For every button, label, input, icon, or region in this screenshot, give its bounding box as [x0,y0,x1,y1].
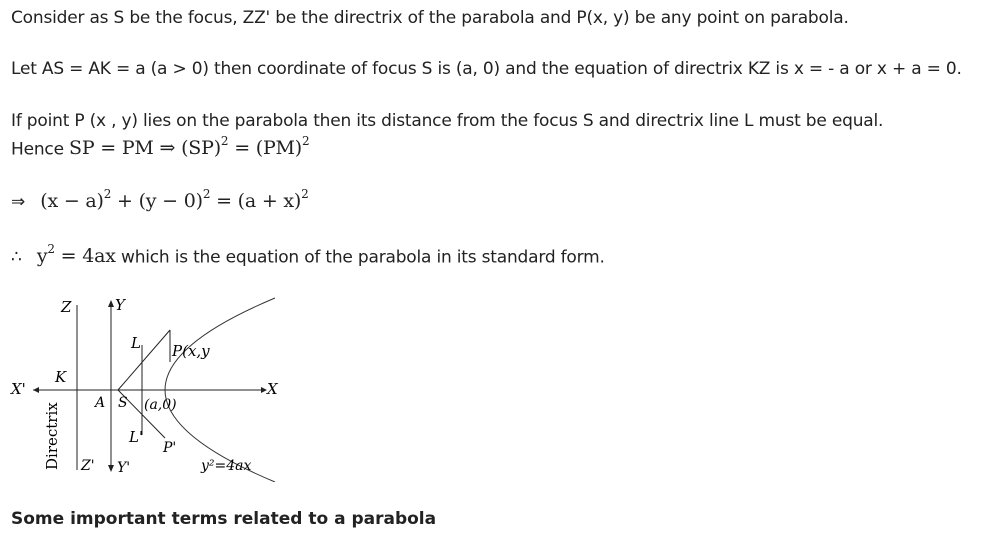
label-y: Y [115,296,125,314]
hence-line [11,136,309,159]
label-k: K [55,368,67,386]
condition-line: If point P (x , y) lies on the parabola then its distance from the focus S and directrix line L must be equal. [11,111,884,131]
therefore-symbol: ∴ [11,247,22,268]
label-z: Z [61,298,72,316]
label-z-prime: Z' [81,458,95,474]
definition-line: Let AS = AK = a (a > 0) then coordinate of focus S is (a, 0) and the equation of directrix KZ is x = - a or x + a = 0. [11,59,962,79]
label-l-prime: L' [129,428,144,446]
label-directrix: Directrix [43,402,61,470]
label-equation: y²=4ax [201,458,252,474]
label-a: A [95,395,106,411]
distance-equation: SP = PM ⇒ (SP)$^2$ = (PM)$^2$ [69,134,310,160]
label-y-prime: Y' [117,460,131,476]
hence-label: Hence [11,139,64,160]
label-x-prime: X' [11,380,26,398]
intro-line: Consider as S be the focus, ZZ' be the directrix of the parabola and P(x, y) be any point on parabola. [11,8,849,28]
standard-equation: $y^2 = 4ax$ [36,242,116,268]
implies-symbol: ⇒ [11,192,26,213]
standard-form-line [11,244,605,267]
label-l: L [131,334,141,352]
label-p: P(x,y [172,342,210,360]
expanded-equation: $(x - a)^2 + (y - 0)^2 = (a + x)^2$ [40,187,309,213]
section-heading: Some important terms related to a parabola [11,509,437,529]
parabola-diagram [5,290,280,482]
standard-form-text: which is the equation of the parabola in its standard form. [120,247,605,268]
label-x: X [267,380,278,398]
expanded-equation-line [11,189,309,212]
label-focus: (a,0) [144,397,177,413]
label-p-prime: P' [163,440,177,456]
label-s: S [118,395,128,411]
